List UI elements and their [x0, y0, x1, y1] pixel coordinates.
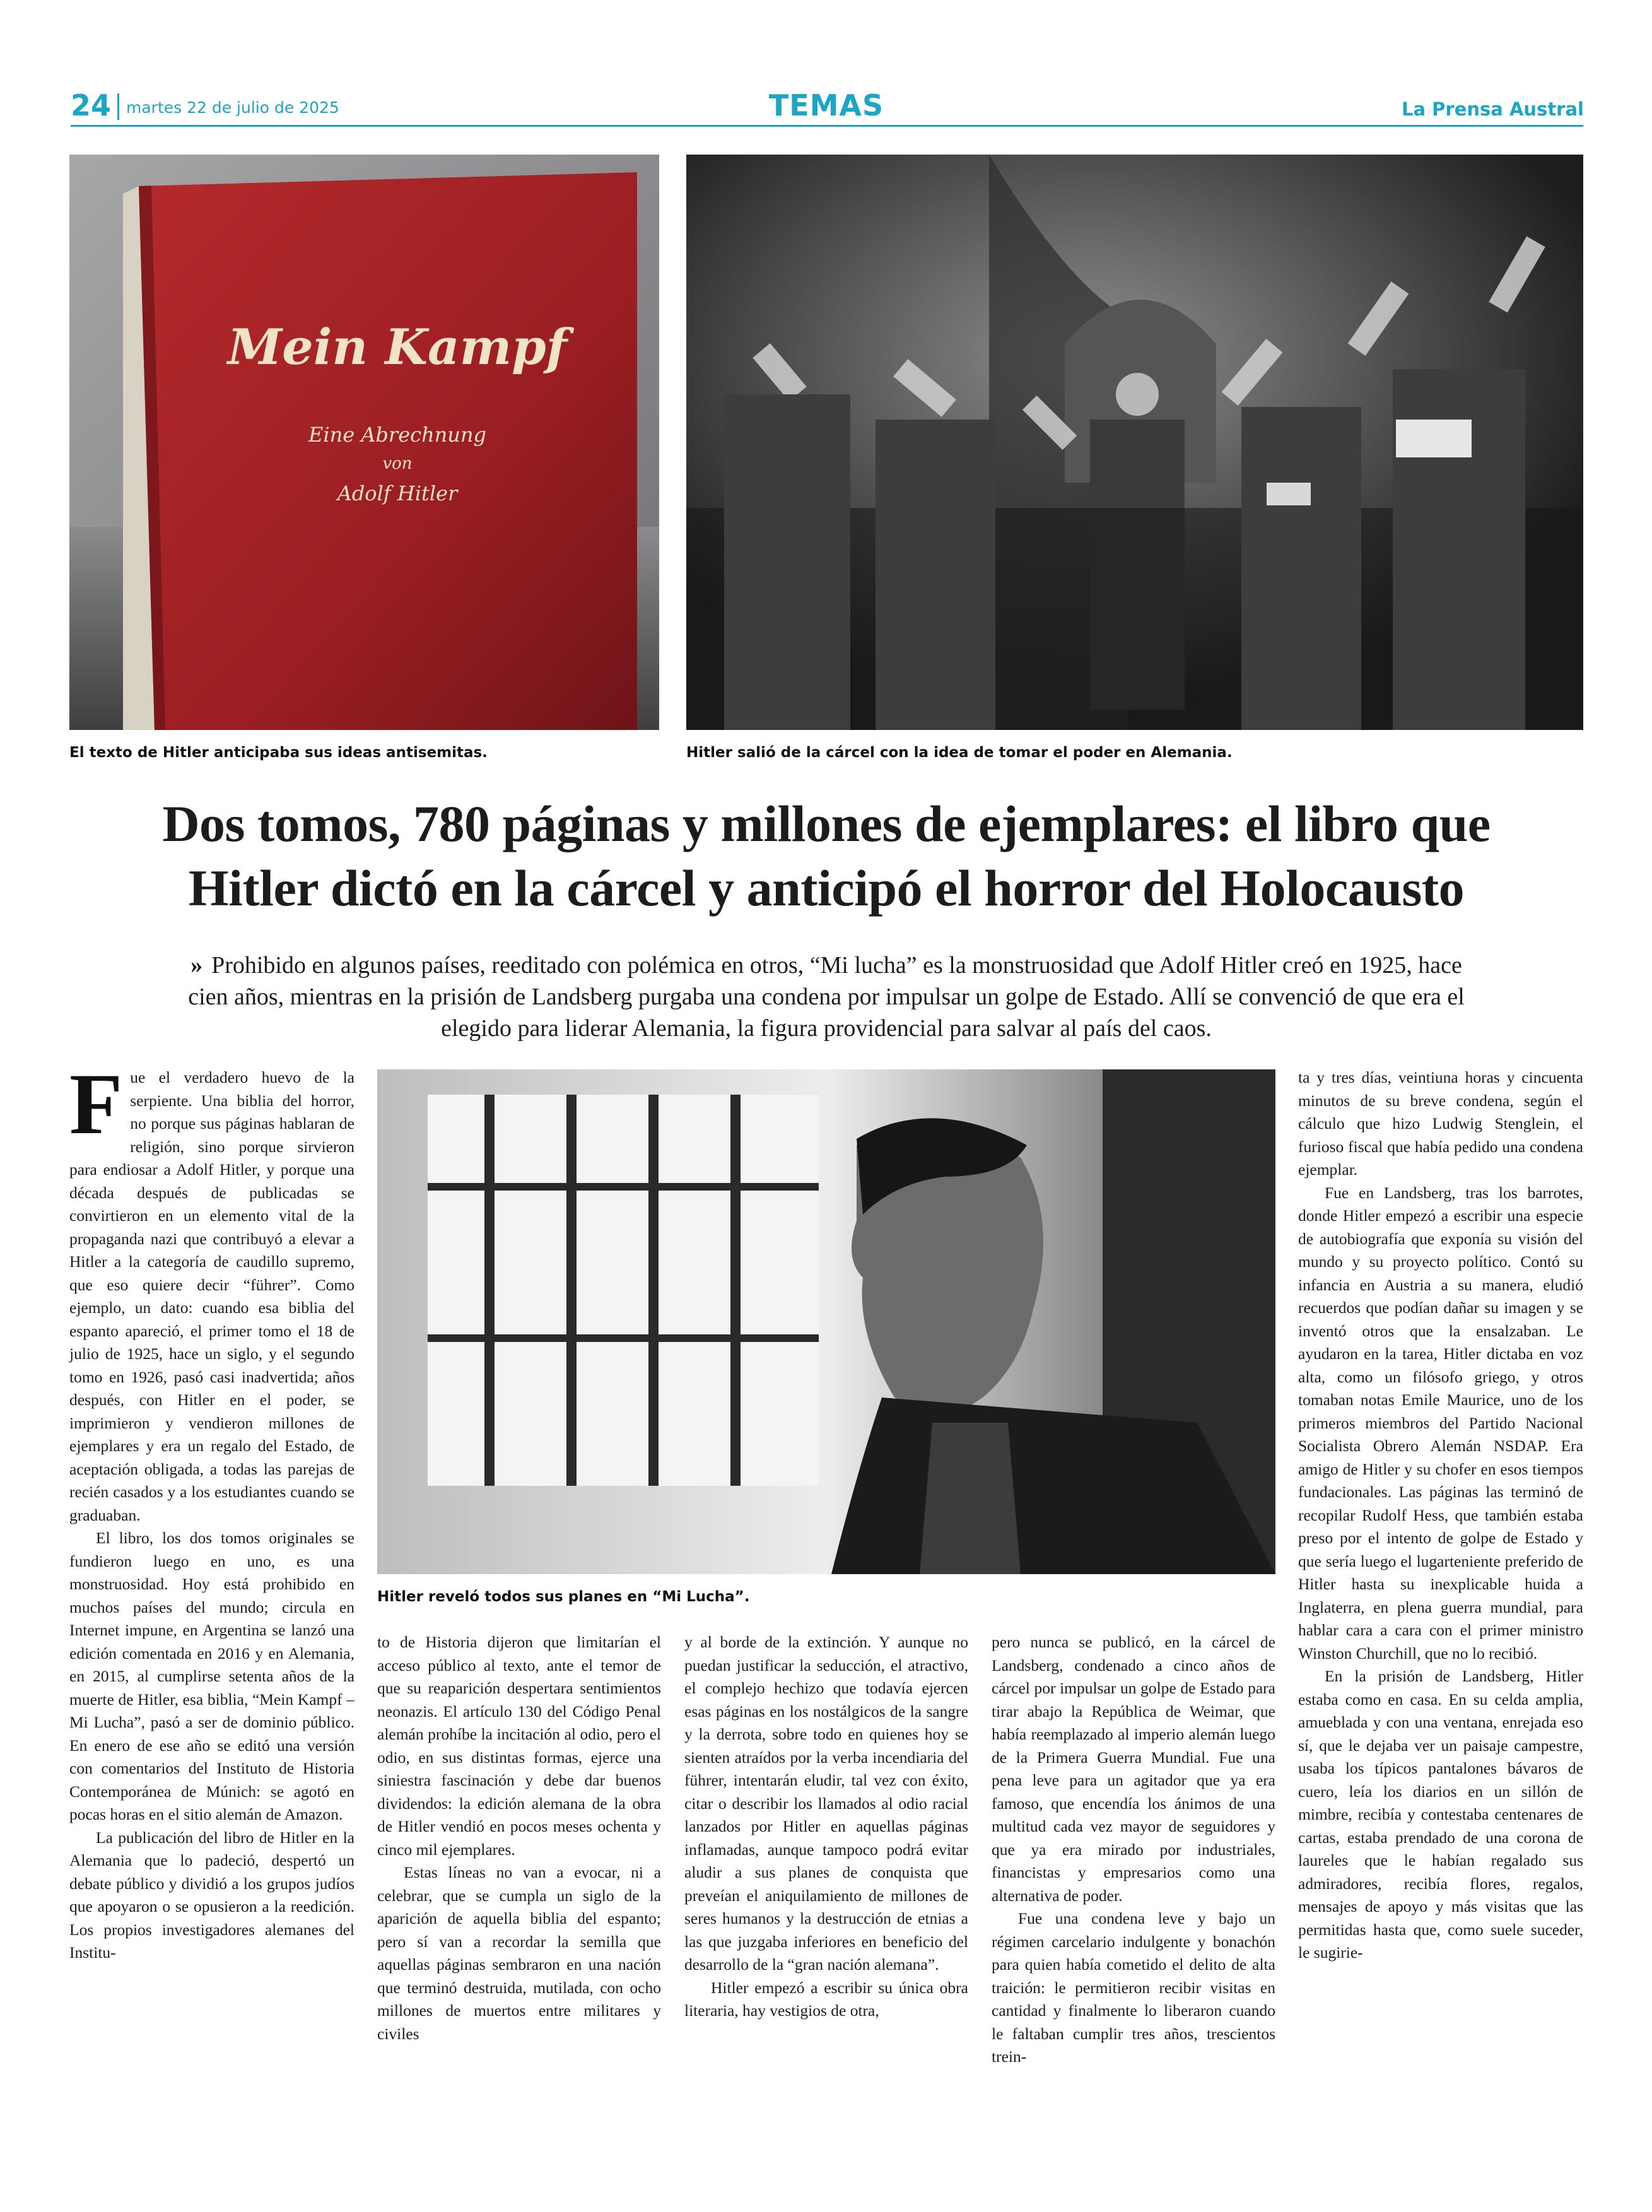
- article-column-3: [684, 1631, 968, 2023]
- paragraph: ta y tres días, veintiuna horas y cincuenta minutos de su breve condena, según el cálculo que hizo Ludwig Stenglein, el furioso fiscal que había pedido una condena ejemplar.: [1298, 1068, 1583, 1179]
- header-divider: [117, 93, 119, 120]
- section-name: TEMAS: [768, 88, 884, 122]
- book-photo: [69, 155, 659, 730]
- portrait-photo-caption: Hitler reveló todos sus planes en “Mi Lucha”.: [377, 1589, 750, 1605]
- drop-cap: F: [69, 1056, 123, 1152]
- paragraph: Fue una condena leve y bajo un régimen carcelario indulgente y bonachón para quien había cometido el delito de alta traición: le permitieron recibir visitas en cantidad y finalmente lo liberaron cuando le faltaban cumplir tres años, trescientos trein-: [992, 1909, 1275, 2066]
- rally-photo-caption: Hitler salió de la cárcel con la idea de tomar el poder en Alemania.: [686, 744, 1233, 761]
- article-column-5: [1298, 1066, 1583, 1965]
- newspaper-brand: La Prensa Austral: [1402, 98, 1584, 120]
- portrait-photo: [377, 1069, 1275, 1574]
- paragraph: y al borde de la extinción. Y aunque no puedan justificar la seducción, el atractivo, el complejo hechizo que todavía ejercen esas páginas en los nostálgicos de la sangre y la derrota, sobre todo en quienes hoy se sienten atraídos por la verba incendiaria del führer, intentarán eludir, tal vez con éxito, citar o describir los llamados al odio racial lanzados por Hitler en aquellas páginas inflamadas, aunque tampoco podrá evitar aludir a sus planes de conquista que preveían el aniquilamiento de millones de seres humanos y la destrucción de etnias a las que juzgaba inferiores en beneficio del desarrollo de la “gran nación alemana”.: [684, 1633, 968, 1974]
- paragraph: pero nunca se publicó, en la cárcel de Landsberg, condenado a cinco años de cárcel por impulsar un golpe de Estado para tirar abajo la República de Weimar, que había reemplazado al imperio alemán luego de la Primera Guerra Mundial. Fue una pena leve para un agitador que ya era famoso, que encendía los ánimos de una multitud cada vez mayor de seguidores y que ya era mirado por industriales, financistas y empresarios como una alternativa de poder.: [992, 1633, 1275, 1905]
- article-column-4: [992, 1631, 1275, 2069]
- headline-line-2: Hitler dictó en la cárcel y anticipó el horror del Holocausto: [188, 859, 1465, 917]
- book-subtitle: Eine Abrechnung: [308, 423, 486, 447]
- book-title: Mein Kampf: [227, 319, 568, 376]
- issue-date: martes 22 de julio de 2025: [126, 98, 339, 117]
- page-number: 24: [71, 88, 112, 122]
- paragraph: La publicación del libro de Hitler en la Alemania que lo padeció, despertó un debate público y dividió a los grupos judíos que apoyaron o se opusieron a la reedición. Los propios investigadores alemanes del Institu-: [69, 1828, 354, 1962]
- paragraph: El libro, los dos tomos originales se fundieron luego en uno, es una monstruosidad. Hoy está prohibido en muchos países del mundo; circula en Internet impune, en Argentina se lanzó una edición comentada en 2016 y en Alemania, en 2015, al cumplirse setenta años de la muerte de Hitler, esa biblia, “Mein Kampf – Mi Lucha”, pasó a ser de dominio público. En enero de ese año se editó una versión con comentarios del Instituto de Historia Contemporánea de Múnich: se agotó en pocas horas en el sitio alemán de Amazon.: [69, 1529, 354, 1823]
- paragraph: Estas líneas no van a evocar, ni a celebrar, que se cumpla un siglo de la aparición de aquella biblia del espanto; pero sí van a recordar la semilla que aquellas páginas sembraron en una nación que terminó destruida, mutilada, con ocho millones de muertos entre militares y civiles: [377, 1863, 661, 2043]
- paragraph: to de Historia dijeron que limitarían el acceso público al texto, ante el temor de que su reaparición despertara sentimientos neonazis. El artículo 130 del Código Penal alemán prohíbe la incitación al odio, pero el odio, en sus distintas formas, ejerce una siniestra fascinación y debe dar buenos dividendos: la edición alemana de la obra de Hitler vendió en pocos meses ochenta y cinco mil ejemplares.: [377, 1633, 661, 1859]
- paragraph: En la prisión de Landsberg, Hitler estaba como en casa. En su celda amplia, amueblada y con una ventana, enrejada eso sí, que le dejaba ver un paisaje campestre, usaba los típicos pantalones bávaros de cuero, leía los diarios en un sillón de mimbre, recibía y contestaba centenares de cartas, estaba prendado de una corona de laureles que le habían regalado sus admiradores, recibía flores, regalos, mensajes de apoyo y más visitas que las permitidas hasta que, como suele suceder, le sugirie-: [1298, 1667, 1583, 1962]
- deck-text: Prohibido en algunos países, reeditado con polémica en otros, “Mi lucha” es la monstruosidad que Adolf Hitler creó en 1925, hace cien años, mientras en la prisión de Landsberg purgaba una condena por impulsar un golpe de Estado. Allí se convenció de que era el elegido para liderar Alemania, la figura providencial para salvar al país del caos.: [188, 952, 1465, 1042]
- book-author: Adolf Hitler: [337, 481, 458, 505]
- headline: [69, 792, 1583, 921]
- headline-line-1: Dos tomos, 780 páginas y millones de ejemplares: el libro que: [162, 795, 1491, 852]
- paragraph: Fue en Landsberg, tras los barrotes, donde Hitler empezó a escribir una especie de autobiografía que exponía su visión del mundo y su proyecto político. Contó su infancia en Austria a su manera, eludió recuerdos que podían dañar su imagen y se inventó otros que la ensalzaban. Le ayudaron en la tarea, Hitler dictaba en voz alta, como un filósofo griego, y otros tomaban notas Emile Maurice, uno de los primeros miembros del Partido Nacional Socialista Obrero Alemán NSDAP. Era amigo de Hitler y su chofer en esos tiempos fundacionales. Las páginas las terminó de recopilar Rudolf Hess, que también estaba preso por el intento de golpe de Estado y que sería luego el lugarteniente preferido de Hitler hasta su inexplicable huida a Inglaterra, en plena guerra mundial, para hablar cara a cara con el primer ministro Winston Churchill, que no lo recibió.: [1298, 1183, 1583, 1662]
- book-photo-caption: El texto de Hitler anticipaba sus ideas antisemitas.: [69, 744, 488, 761]
- rally-photo: [686, 155, 1583, 730]
- header-rule: [71, 125, 1583, 127]
- article-column-2: [377, 1631, 661, 2045]
- paragraph: ue el verdadero huevo de la serpiente. Una biblia del horror, no porque sus páginas hablaran de religión, sino porque sirvieron para endiosar a Adolf Hitler, y porque una década después de publicadas se convirtieron en un elemento vital de la propaganda nazi que contribuyó a elevar a Hitler a la categoría de caudillo supremo, que eso quiere decir “führer”. Como ejemplo, un dato: cuando esa biblia del espanto apareció, el primer tomo el 18 de julio de 1925, hace un siglo, y el segundo tomo en 1926, pasó casi inadvertida; años después, con Hitler en el poder, se imprimieron y vendieron millones de ejemplares y era un regalo del Estado, de aceptación obligada, a todas las parejas de recién casados y a los estudiantes cuando se graduaban.: [69, 1068, 354, 1524]
- deck-marker-icon: »: [190, 952, 203, 979]
- paragraph: Hitler empezó a escribir su única obra literaria, hay vestigios de otra,: [684, 1978, 968, 2020]
- book-von: von: [382, 454, 413, 473]
- article-column-1: [69, 1056, 354, 1965]
- deck: [177, 950, 1476, 1044]
